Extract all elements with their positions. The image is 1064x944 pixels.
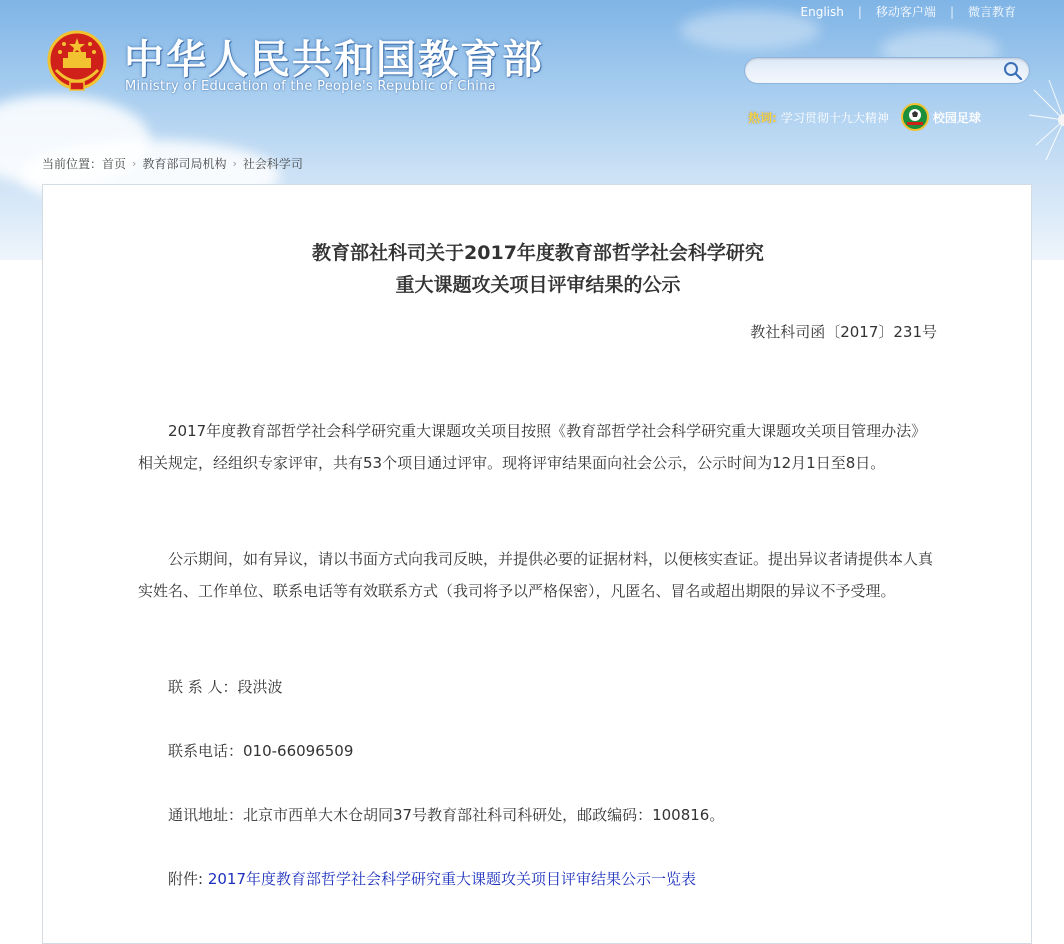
- contact-address: 通讯地址：北京市西单大木仓胡同37号教育部社科司科研处，邮政编码：100816。: [168, 806, 725, 824]
- article-paragraph-1: [138, 415, 938, 479]
- separator: |: [857, 4, 862, 19]
- contact-phone: 联系电话：010-66096509: [168, 742, 354, 760]
- mobile-client-link[interactable]: 移动客户端: [875, 5, 936, 19]
- national-emblem-icon: [46, 30, 108, 94]
- contact-person: 联 系 人：段洪波: [168, 678, 283, 696]
- breadcrumb-arrow-icon: ›: [132, 157, 137, 170]
- hot-label: 热词:: [748, 110, 777, 125]
- campus-football-label: 校园足球: [932, 110, 981, 125]
- site-subtitle: Ministry of Education of the People's Republic of China: [125, 79, 497, 94]
- separator: |: [949, 4, 954, 19]
- address-line: [138, 799, 938, 831]
- hot-words: [748, 103, 981, 131]
- breadcrumb: [42, 155, 303, 172]
- campus-football-badge[interactable]: [901, 103, 981, 131]
- article-title-line1: 教育部社科司关于2017年度教育部哲学社会科学研究: [312, 242, 764, 264]
- document-number: 教社科司函〔2017〕231号: [750, 323, 937, 341]
- weibo-link[interactable]: 微言教育: [967, 5, 1016, 19]
- paragraph-text: 2017年度教育部哲学社会科学研究重大课题攻关项目按照《教育部哲学社会科学研究重大课题攻关项目管理办法》相关规定，经组织专家评审，共有53个项目通过评审。现将评审结果面向社会公示，公示时间为12月1日至8日。: [138, 422, 927, 472]
- search-input[interactable]: [757, 58, 1001, 85]
- paragraph-text: 公示期间，如有异议，请以书面方式向我司反映，并提供必要的证据材料，以便核实查证。提出异议者请提供本人真实姓名、工作单位、联系电话等有效联系方式（我司将予以严格保密），凡匿名、冒名或超出期限的异议不予受理。: [138, 550, 934, 600]
- top-links: [801, 3, 1016, 20]
- breadcrumb-home[interactable]: 首页: [102, 157, 127, 171]
- english-link[interactable]: English: [800, 4, 844, 19]
- breadcrumb-prefix: 当前位置：: [42, 157, 103, 171]
- attachment-link[interactable]: 2017年度教育部哲学社会科学研究重大课题攻关项目评审结果公示一览表: [207, 870, 697, 888]
- attachment-label: 附件:: [168, 870, 208, 888]
- breadcrumb-arrow-icon: ›: [232, 157, 237, 170]
- site-title: 中华人民共和国教育部: [124, 37, 544, 83]
- hot-link[interactable]: 学习贯彻十九大精神: [780, 110, 889, 125]
- dandelion-decoration: [1024, 60, 1064, 180]
- phone-line: [138, 735, 938, 767]
- search-box: [744, 57, 1030, 84]
- breadcrumb-departments[interactable]: 教育部司局机构: [142, 157, 227, 171]
- breadcrumb-social-science[interactable]: 社会科学司: [242, 157, 303, 171]
- article-container: [42, 184, 1032, 944]
- search-icon[interactable]: [1003, 61, 1023, 81]
- article-paragraph-2: [138, 543, 938, 607]
- article-title-line2: 重大课题攻关项目评审结果的公示: [395, 274, 681, 296]
- contact-line: [138, 671, 938, 703]
- football-logo-icon: [901, 103, 929, 131]
- attachment-line: [138, 863, 938, 895]
